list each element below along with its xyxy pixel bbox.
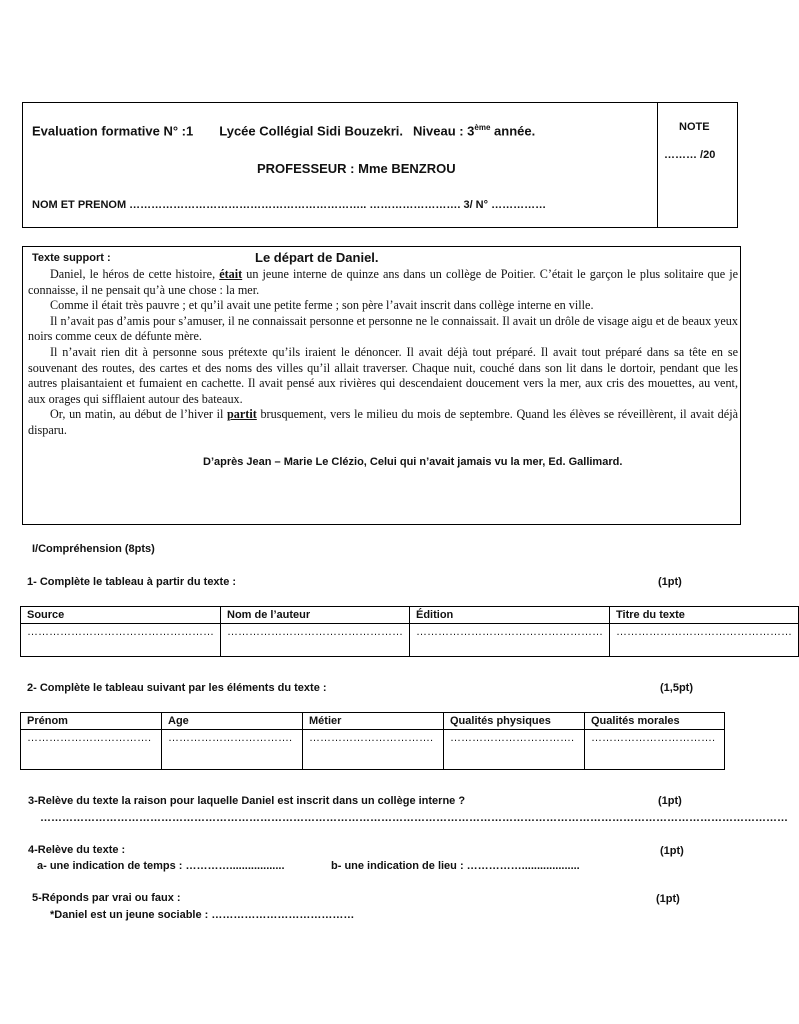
paragraph-2: Comme il était très pauvre ; et qu’il avait une petite ferme ; son père l’avait inscrit dans collège interne en ville. (50, 298, 594, 313)
text-source: D’après Jean – Marie Le Clézio, Celui qui n’avait jamais vu la mer, Ed. Gallimard. (203, 456, 623, 468)
paragraph-5 (28, 407, 738, 438)
p5-underlined-word: partit (227, 407, 257, 422)
p1-text-a: Daniel, le héros de cette histoire, (50, 267, 220, 281)
q1-header-author: Nom de l’auteur (221, 607, 410, 624)
evaluation-title: Evaluation formative N° :1 (32, 123, 194, 139)
q2-text: 2- Complète le tableau suivant par les éléments du texte : (27, 682, 327, 694)
q1-answer-title[interactable]: ………………………………………… (610, 624, 799, 657)
q4-b-place[interactable]: b- une indication de lieu : ……………................... (331, 860, 580, 872)
paragraph-3: Il n’avait pas d’amis pour s’amuser, il ne connaissait personne et personne ne le connaissait. Il avait un drôle de visage aigu et de beaux yeux noirs comme ceux de défunte mère. (28, 313, 738, 344)
support-label: Texte support : (32, 252, 111, 264)
header-divider (657, 103, 658, 227)
q2-answer-prenom[interactable]: ……………………………. (21, 730, 162, 770)
professeur: PROFESSEUR : Mme BENZROU (257, 161, 456, 176)
q2-header-age: Age (162, 713, 303, 730)
section-title: I/Compréhension (8pts) (32, 543, 155, 555)
q2-answer-physiques[interactable]: ……………………………. (444, 730, 585, 770)
p1-underlined-word: était (219, 267, 243, 281)
q4-points: (1pt) (660, 845, 684, 857)
header-title-line (32, 123, 535, 138)
header-box (22, 102, 738, 228)
note-label: NOTE (679, 121, 710, 133)
q3-points: (1pt) (658, 795, 682, 807)
paragraph-4: Il n’avait rien dit à personne sous prétexte qu’ils iraient le dénoncer. Il avait déjà tout préparé. Il avait tout préparé dans sa tête en se souvenant des routes, des cartes et des noms des villes qu’il allait traverser. Chaque nuit, couché dans son lit dans le dortoir, pendant que les autres plaisantaient et fumaient en cachette. Il avait pensé aux rivières qui descendaient doucement vers la mer, aux cris des mouettes, au vent, aux orages qui sifflaient autour des bateaux. (28, 344, 738, 406)
q3-text: 3-Relève du texte la raison pour laquelle Daniel est inscrit dans un collège interne ? (28, 795, 466, 807)
q2-header-morales: Qualités morales (585, 713, 725, 730)
q5-statement[interactable]: *Daniel est un jeune sociable : ………………………………… (50, 909, 355, 921)
q2-header-physiques: Qualités physiques (444, 713, 585, 730)
note-score[interactable]: ……… /20 (664, 149, 716, 161)
q2-header-prenom: Prénom (21, 713, 162, 730)
q5-text: 5-Réponds par vrai ou faux : (32, 892, 181, 904)
q4-text: 4-Relève du texte : (28, 844, 126, 856)
nom-prenom-field[interactable]: NOM ET PRENOM ……………………………………………………….. ……………………. 3/ N° …………… (32, 199, 547, 211)
q2-header-metier: Métier (303, 713, 444, 730)
q1-header-edition: Édition (410, 607, 610, 624)
q1-answer-row (21, 624, 799, 657)
q1-answer-edition[interactable]: …………………………………………… (410, 624, 610, 657)
q1-text: 1- Complète le tableau à partir du texte : (27, 576, 237, 588)
q2-answer-age[interactable]: ……………………………. (162, 730, 303, 770)
niveau-prefix: Niveau : 3 (413, 123, 475, 139)
q2-table (20, 712, 725, 770)
q1-points: (1pt) (658, 576, 682, 588)
q5-points: (1pt) (656, 893, 680, 905)
niveau-sup: ème (474, 123, 491, 132)
q2-header-row (21, 713, 725, 730)
p5-text-c: brusquement, vers le milieu du mois de septembre. Quand les élèves se réveillèrent, il avait déjà disparu. (28, 407, 738, 437)
q1-header-title: Titre du texte (610, 607, 799, 624)
q3-answer-line[interactable]: …………………………………………………………………………………………………………………………………………………………………………………… (40, 812, 788, 824)
q1-table (20, 606, 799, 657)
niveau-suffix: année. (490, 123, 536, 139)
q1-header-row (21, 607, 799, 624)
p1-text-c: un jeune interne de quinze ans dans un collège de Poitier. C’était le garçon le plus solitaire que je connaisse, il ne pensait qu’à une chose : la mer. (28, 267, 738, 297)
p5-text-a: Or, un matin, au début de l’hiver il (50, 407, 227, 422)
school-name: Lycée Collégial Sidi Bouzekri. (219, 123, 403, 139)
text-support-box (22, 246, 741, 525)
q1-answer-author[interactable]: ………………………………………… (221, 624, 410, 657)
q2-answer-row (21, 730, 725, 770)
q2-answer-metier[interactable]: ……………………………. (303, 730, 444, 770)
q2-points: (1,5pt) (660, 682, 693, 694)
paragraph-1 (28, 267, 738, 298)
support-title: Le départ de Daniel. (255, 250, 379, 265)
q1-header-source: Source (21, 607, 221, 624)
q2-answer-morales[interactable]: ……………………………. (585, 730, 725, 770)
support-body (28, 267, 738, 439)
q4-a-time[interactable]: a- une indication de temps : ………….................. (37, 860, 285, 872)
q1-answer-source[interactable]: …………………………………………… (21, 624, 221, 657)
